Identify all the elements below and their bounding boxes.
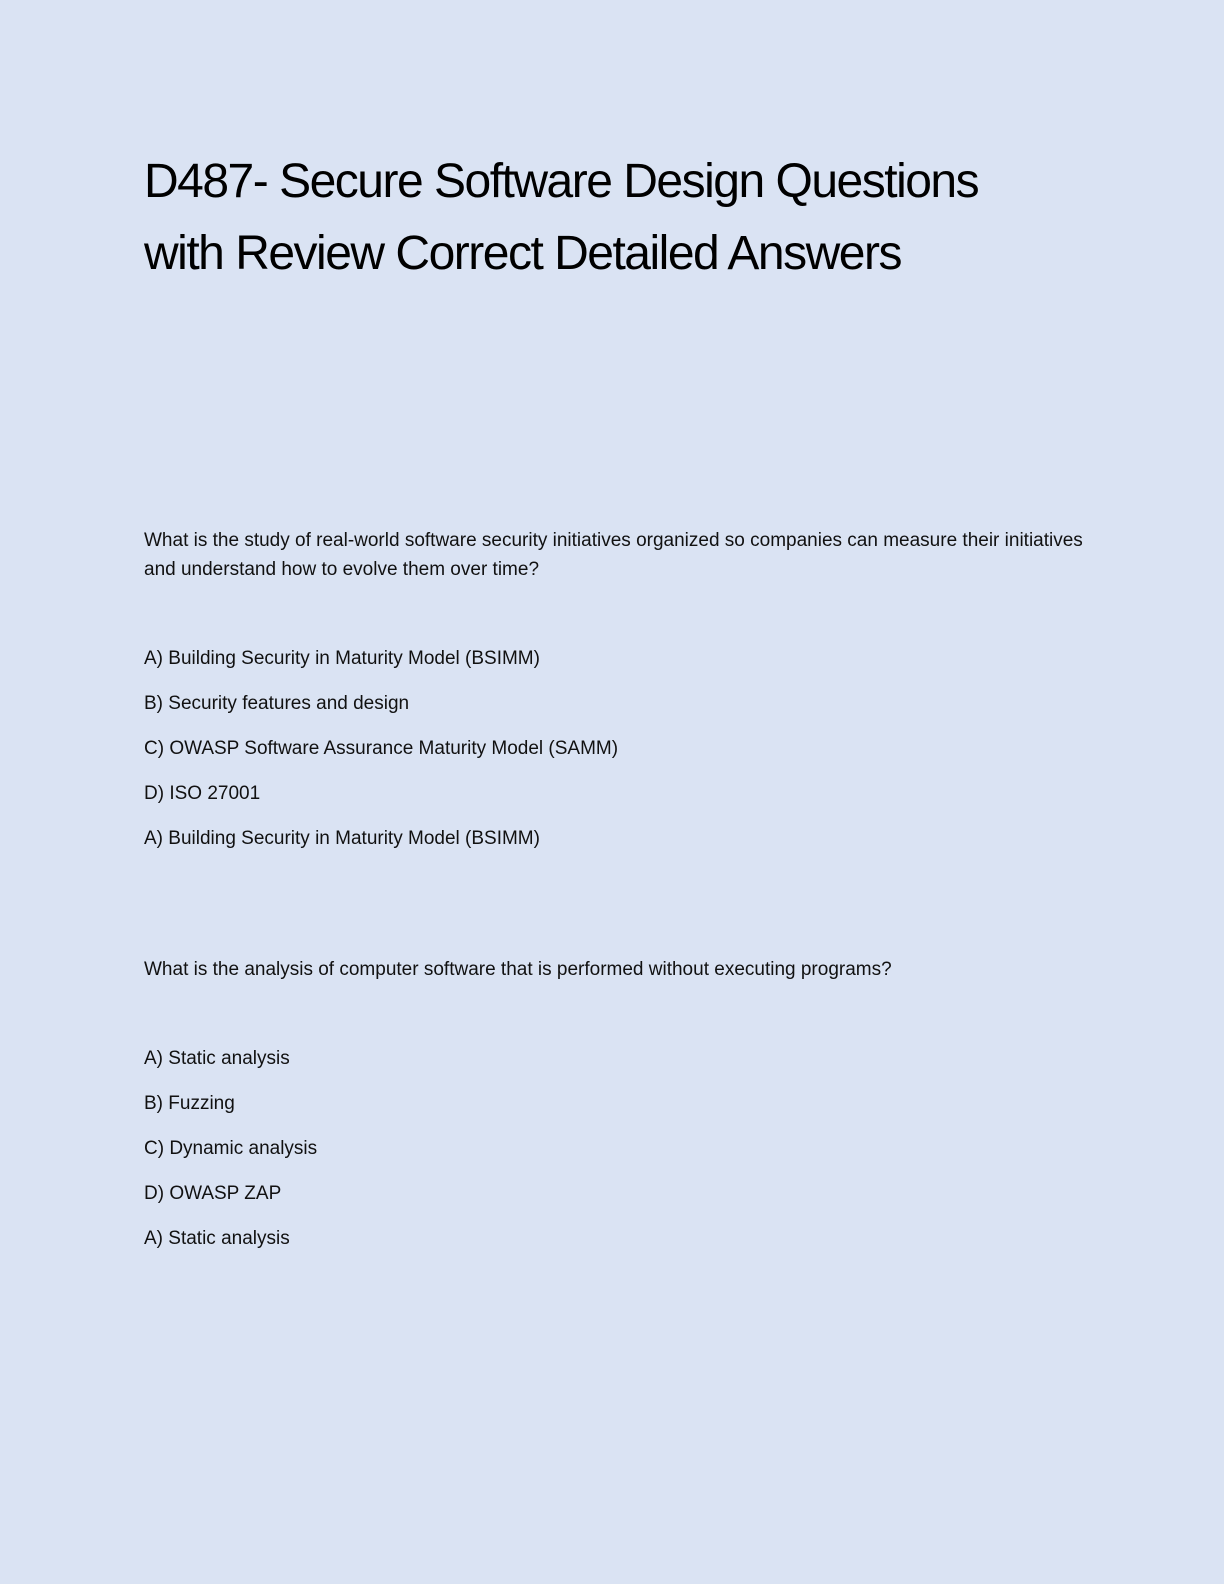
question-text: What is the study of real-world software security initiatives organized so companies can measure their initiatives and understand how to evolve them over time? xyxy=(144,530,1083,580)
question-block-1 xyxy=(144,526,1084,853)
question-block-2 xyxy=(144,955,1084,1253)
option-d: D) OWASP ZAP xyxy=(144,1183,282,1204)
title-line-2: with Review Correct Detailed Answers xyxy=(144,227,901,280)
option-c: C) Dynamic analysis xyxy=(144,1138,318,1159)
option-a: A) Building Security in Maturity Model (BSIMM) xyxy=(144,648,540,669)
question-text: What is the analysis of computer software that is performed without executing programs? xyxy=(144,959,892,980)
document-title xyxy=(144,146,1104,290)
option-d: D) ISO 27001 xyxy=(144,783,261,804)
options-list xyxy=(144,644,1084,808)
title-line-1: D487- Secure Software Design Questions xyxy=(144,155,979,208)
option-a: A) Static analysis xyxy=(144,1048,290,1069)
answer-text: A) Building Security in Maturity Model (BSIMM) xyxy=(144,828,540,849)
options-list xyxy=(144,1044,1084,1208)
option-c: C) OWASP Software Assurance Maturity Model (SAMM) xyxy=(144,738,619,759)
option-b: B) Security features and design xyxy=(144,693,410,714)
answer-text: A) Static analysis xyxy=(144,1228,290,1249)
option-b: B) Fuzzing xyxy=(144,1093,235,1114)
